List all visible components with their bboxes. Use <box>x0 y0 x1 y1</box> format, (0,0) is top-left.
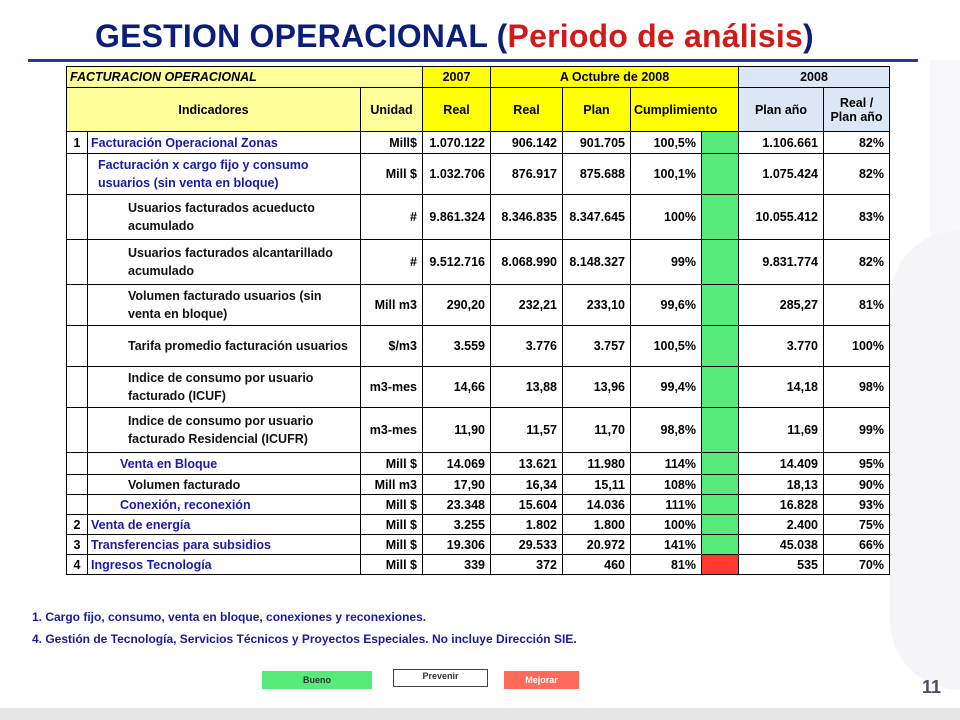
real-2007-header: Real <box>423 88 491 132</box>
real-cell: 1.802 <box>491 515 563 535</box>
unit-cell: # <box>361 195 423 240</box>
cumplimiento-cell: 99% <box>631 240 702 285</box>
decorative-shape <box>890 230 960 690</box>
cumplimiento-cell: 100,5% <box>631 132 702 154</box>
header-row-columns <box>67 88 890 132</box>
row-number <box>67 195 88 240</box>
cumplimiento-cell: 99,4% <box>631 367 702 408</box>
row-number <box>67 285 88 326</box>
title-close: ) <box>803 18 814 54</box>
unit-cell: Mill$ <box>361 132 423 154</box>
unit-cell: Mill $ <box>361 535 423 555</box>
plan-cell: 460 <box>563 555 631 575</box>
plan-cell: 875.688 <box>563 154 631 195</box>
cumplimiento-cell: 114% <box>631 453 702 475</box>
table-row <box>67 132 890 154</box>
indicator-label: Usuarios facturados alcantarillado acumulado <box>88 240 361 285</box>
row-number: 2 <box>67 515 88 535</box>
indicator-label: Indice de consumo por usuario facturado (ICUF) <box>88 367 361 408</box>
real-2007-cell: 339 <box>423 555 491 575</box>
real-plan-ratio-cell: 99% <box>824 408 890 453</box>
unidad-header: Unidad <box>361 88 423 132</box>
indicator-label: Indice de consumo por usuario facturado Residencial (ICUFR) <box>88 408 361 453</box>
cumplimiento-header: Cumplimiento <box>631 88 739 132</box>
cumplimiento-cell: 100% <box>631 515 702 535</box>
row-number <box>67 326 88 367</box>
status-indicator <box>702 285 739 326</box>
section-title: FACTURACION OPERACIONAL <box>67 67 423 88</box>
plan-cell: 3.757 <box>563 326 631 367</box>
unit-cell: Mill m3 <box>361 285 423 326</box>
indicator-label: Tarifa promedio facturación usuarios <box>88 326 361 367</box>
title-underline <box>28 59 918 62</box>
row-number: 4 <box>67 555 88 575</box>
plan-cell: 8.148.327 <box>563 240 631 285</box>
status-indicator <box>702 475 739 495</box>
footnote-4: 4. Gestión de Tecnología, Servicios Técnicos y Proyectos Especiales. No incluye Dirección SIE. <box>32 632 577 646</box>
real-cell: 13.621 <box>491 453 563 475</box>
plan-anio-cell: 14.409 <box>739 453 824 475</box>
status-indicator <box>702 154 739 195</box>
table-row <box>67 285 890 326</box>
footnote-1: 1. Cargo fijo, consumo, venta en bloque, conexiones y reconexiones. <box>32 610 427 624</box>
real-2007-cell: 290,20 <box>423 285 491 326</box>
plan-anio-cell: 11,69 <box>739 408 824 453</box>
plan-header: Plan <box>563 88 631 132</box>
real-plan-ratio-cell: 82% <box>824 240 890 285</box>
table-row <box>67 453 890 475</box>
row-number <box>67 408 88 453</box>
real-header: Real <box>491 88 563 132</box>
real-2007-cell: 9.861.324 <box>423 195 491 240</box>
indicator-label: Transferencias para subsidios <box>88 535 361 555</box>
real-cell: 8.068.990 <box>491 240 563 285</box>
plan-cell: 901.705 <box>563 132 631 154</box>
table-row <box>67 475 890 495</box>
plan-anio-cell: 535 <box>739 555 824 575</box>
cumplimiento-cell: 98,8% <box>631 408 702 453</box>
cumplimiento-cell: 100% <box>631 195 702 240</box>
real-cell: 8.346.835 <box>491 195 563 240</box>
cumplimiento-cell: 99,6% <box>631 285 702 326</box>
status-indicator <box>702 495 739 515</box>
real-2007-cell: 14.069 <box>423 453 491 475</box>
plan-anio-cell: 9.831.774 <box>739 240 824 285</box>
table-row <box>67 326 890 367</box>
row-number <box>67 453 88 475</box>
plan-cell: 11.980 <box>563 453 631 475</box>
real-2007-cell: 17,90 <box>423 475 491 495</box>
unit-cell: Mill $ <box>361 555 423 575</box>
status-indicator <box>702 132 739 154</box>
table-row <box>67 367 890 408</box>
row-number <box>67 240 88 285</box>
table-row <box>67 515 890 535</box>
table-row <box>67 240 890 285</box>
year-2008-header: 2008 <box>739 67 890 88</box>
unit-cell: m3-mes <box>361 408 423 453</box>
indicator-label: Venta de energía <box>88 515 361 535</box>
cumplimiento-cell: 108% <box>631 475 702 495</box>
real-plan-ratio-cell: 83% <box>824 195 890 240</box>
legend-bueno: Bueno <box>262 671 372 689</box>
plan-anio-cell: 2.400 <box>739 515 824 535</box>
plan-cell: 13,96 <box>563 367 631 408</box>
plan-anio-cell: 1.106.661 <box>739 132 824 154</box>
plan-cell: 20.972 <box>563 535 631 555</box>
real-cell: 29.533 <box>491 535 563 555</box>
plan-anio-cell: 10.055.412 <box>739 195 824 240</box>
plan-anio-cell: 285,27 <box>739 285 824 326</box>
real-2007-cell: 23.348 <box>423 495 491 515</box>
real-cell: 15.604 <box>491 495 563 515</box>
table-row <box>67 195 890 240</box>
unit-cell: Mill $ <box>361 495 423 515</box>
row-number <box>67 475 88 495</box>
real-cell: 876.917 <box>491 154 563 195</box>
table-row <box>67 408 890 453</box>
billing-table-container <box>66 66 890 575</box>
indicator-label: Usuarios facturados acueducto acumulado <box>88 195 361 240</box>
real-2007-cell: 19.306 <box>423 535 491 555</box>
plan-anio-cell: 14,18 <box>739 367 824 408</box>
real-cell: 232,21 <box>491 285 563 326</box>
real-plan-ratio-cell: 81% <box>824 285 890 326</box>
plan-cell: 1.800 <box>563 515 631 535</box>
indicator-label: Volumen facturado usuarios (sin venta en bloque) <box>88 285 361 326</box>
status-indicator <box>702 515 739 535</box>
status-indicator <box>702 453 739 475</box>
cumplimiento-cell: 81% <box>631 555 702 575</box>
plan-anio-cell: 1.075.424 <box>739 154 824 195</box>
plan-cell: 14.036 <box>563 495 631 515</box>
cumplimiento-cell: 100,5% <box>631 326 702 367</box>
real-cell: 3.776 <box>491 326 563 367</box>
real-cell: 13,88 <box>491 367 563 408</box>
unit-cell: Mill $ <box>361 515 423 535</box>
real-plan-ratio-cell: 95% <box>824 453 890 475</box>
indicadores-header: Indicadores <box>67 88 361 132</box>
real-2007-cell: 11,90 <box>423 408 491 453</box>
unit-cell: Mill $ <box>361 453 423 475</box>
plan-cell: 8.347.645 <box>563 195 631 240</box>
status-indicator <box>702 326 739 367</box>
cumplimiento-cell: 141% <box>631 535 702 555</box>
real-plan-ratio-cell: 66% <box>824 535 890 555</box>
billing-table <box>66 66 890 575</box>
indicator-label: Venta en Bloque <box>88 453 361 475</box>
unit-cell: Mill $ <box>361 154 423 195</box>
indicator-label: Conexión, reconexión <box>88 495 361 515</box>
row-number: 3 <box>67 535 88 555</box>
header-row-years <box>67 67 890 88</box>
real-cell: 906.142 <box>491 132 563 154</box>
row-number <box>67 495 88 515</box>
row-number <box>67 154 88 195</box>
real-plan-ratio-cell: 75% <box>824 515 890 535</box>
real-plan-ratio-cell: 100% <box>824 326 890 367</box>
row-number: 1 <box>67 132 88 154</box>
plan-anio-cell: 18,13 <box>739 475 824 495</box>
unit-cell: $/m3 <box>361 326 423 367</box>
period-header: A Octubre de 2008 <box>491 67 739 88</box>
indicator-label: Facturación x cargo fijo y consumo usuarios (sin venta en bloque) <box>88 154 361 195</box>
page-number: 11 <box>922 677 942 697</box>
row-number <box>67 367 88 408</box>
title-main: GESTION OPERACIONAL ( <box>95 18 508 54</box>
table-row <box>67 555 890 575</box>
real-plan-ratio-cell: 82% <box>824 154 890 195</box>
plan-cell: 233,10 <box>563 285 631 326</box>
real-2007-cell: 9.512.716 <box>423 240 491 285</box>
year-2007-header: 2007 <box>423 67 491 88</box>
unit-cell: # <box>361 240 423 285</box>
cumplimiento-cell: 111% <box>631 495 702 515</box>
plan-cell: 15,11 <box>563 475 631 495</box>
bottom-bar <box>0 708 960 720</box>
real-plan-ratio-cell: 90% <box>824 475 890 495</box>
real-2007-cell: 1.032.706 <box>423 154 491 195</box>
table-row <box>67 535 890 555</box>
real-2007-cell: 3.559 <box>423 326 491 367</box>
status-indicator <box>702 195 739 240</box>
table-body <box>67 132 890 575</box>
status-indicator <box>702 408 739 453</box>
real-plan-anio-header: Real / Plan año <box>824 88 890 132</box>
plan-cell: 11,70 <box>563 408 631 453</box>
real-cell: 16,34 <box>491 475 563 495</box>
legend-prevenir: Prevenir <box>393 669 488 687</box>
unit-cell: Mill m3 <box>361 475 423 495</box>
title-highlight: Periodo de análisis <box>507 18 803 54</box>
real-plan-ratio-cell: 98% <box>824 367 890 408</box>
unit-cell: m3-mes <box>361 367 423 408</box>
indicator-label: Facturación Operacional Zonas <box>88 132 361 154</box>
real-2007-cell: 3.255 <box>423 515 491 535</box>
page-title <box>95 18 814 55</box>
indicator-label: Volumen facturado <box>88 475 361 495</box>
legend-mejorar: Mejorar <box>504 671 579 689</box>
decorative-shape-top <box>930 60 960 240</box>
real-plan-ratio-cell: 82% <box>824 132 890 154</box>
real-2007-cell: 1.070.122 <box>423 132 491 154</box>
plan-anio-cell: 16.828 <box>739 495 824 515</box>
plan-anio-cell: 3.770 <box>739 326 824 367</box>
status-indicator <box>702 535 739 555</box>
real-plan-ratio-cell: 70% <box>824 555 890 575</box>
indicator-label: Ingresos Tecnología <box>88 555 361 575</box>
cumplimiento-cell: 100,1% <box>631 154 702 195</box>
real-plan-ratio-cell: 93% <box>824 495 890 515</box>
status-indicator <box>702 555 739 575</box>
real-2007-cell: 14,66 <box>423 367 491 408</box>
status-indicator <box>702 367 739 408</box>
table-row <box>67 495 890 515</box>
table-row <box>67 154 890 195</box>
plan-anio-header: Plan año <box>739 88 824 132</box>
status-indicator <box>702 240 739 285</box>
real-cell: 11,57 <box>491 408 563 453</box>
plan-anio-cell: 45.038 <box>739 535 824 555</box>
real-cell: 372 <box>491 555 563 575</box>
